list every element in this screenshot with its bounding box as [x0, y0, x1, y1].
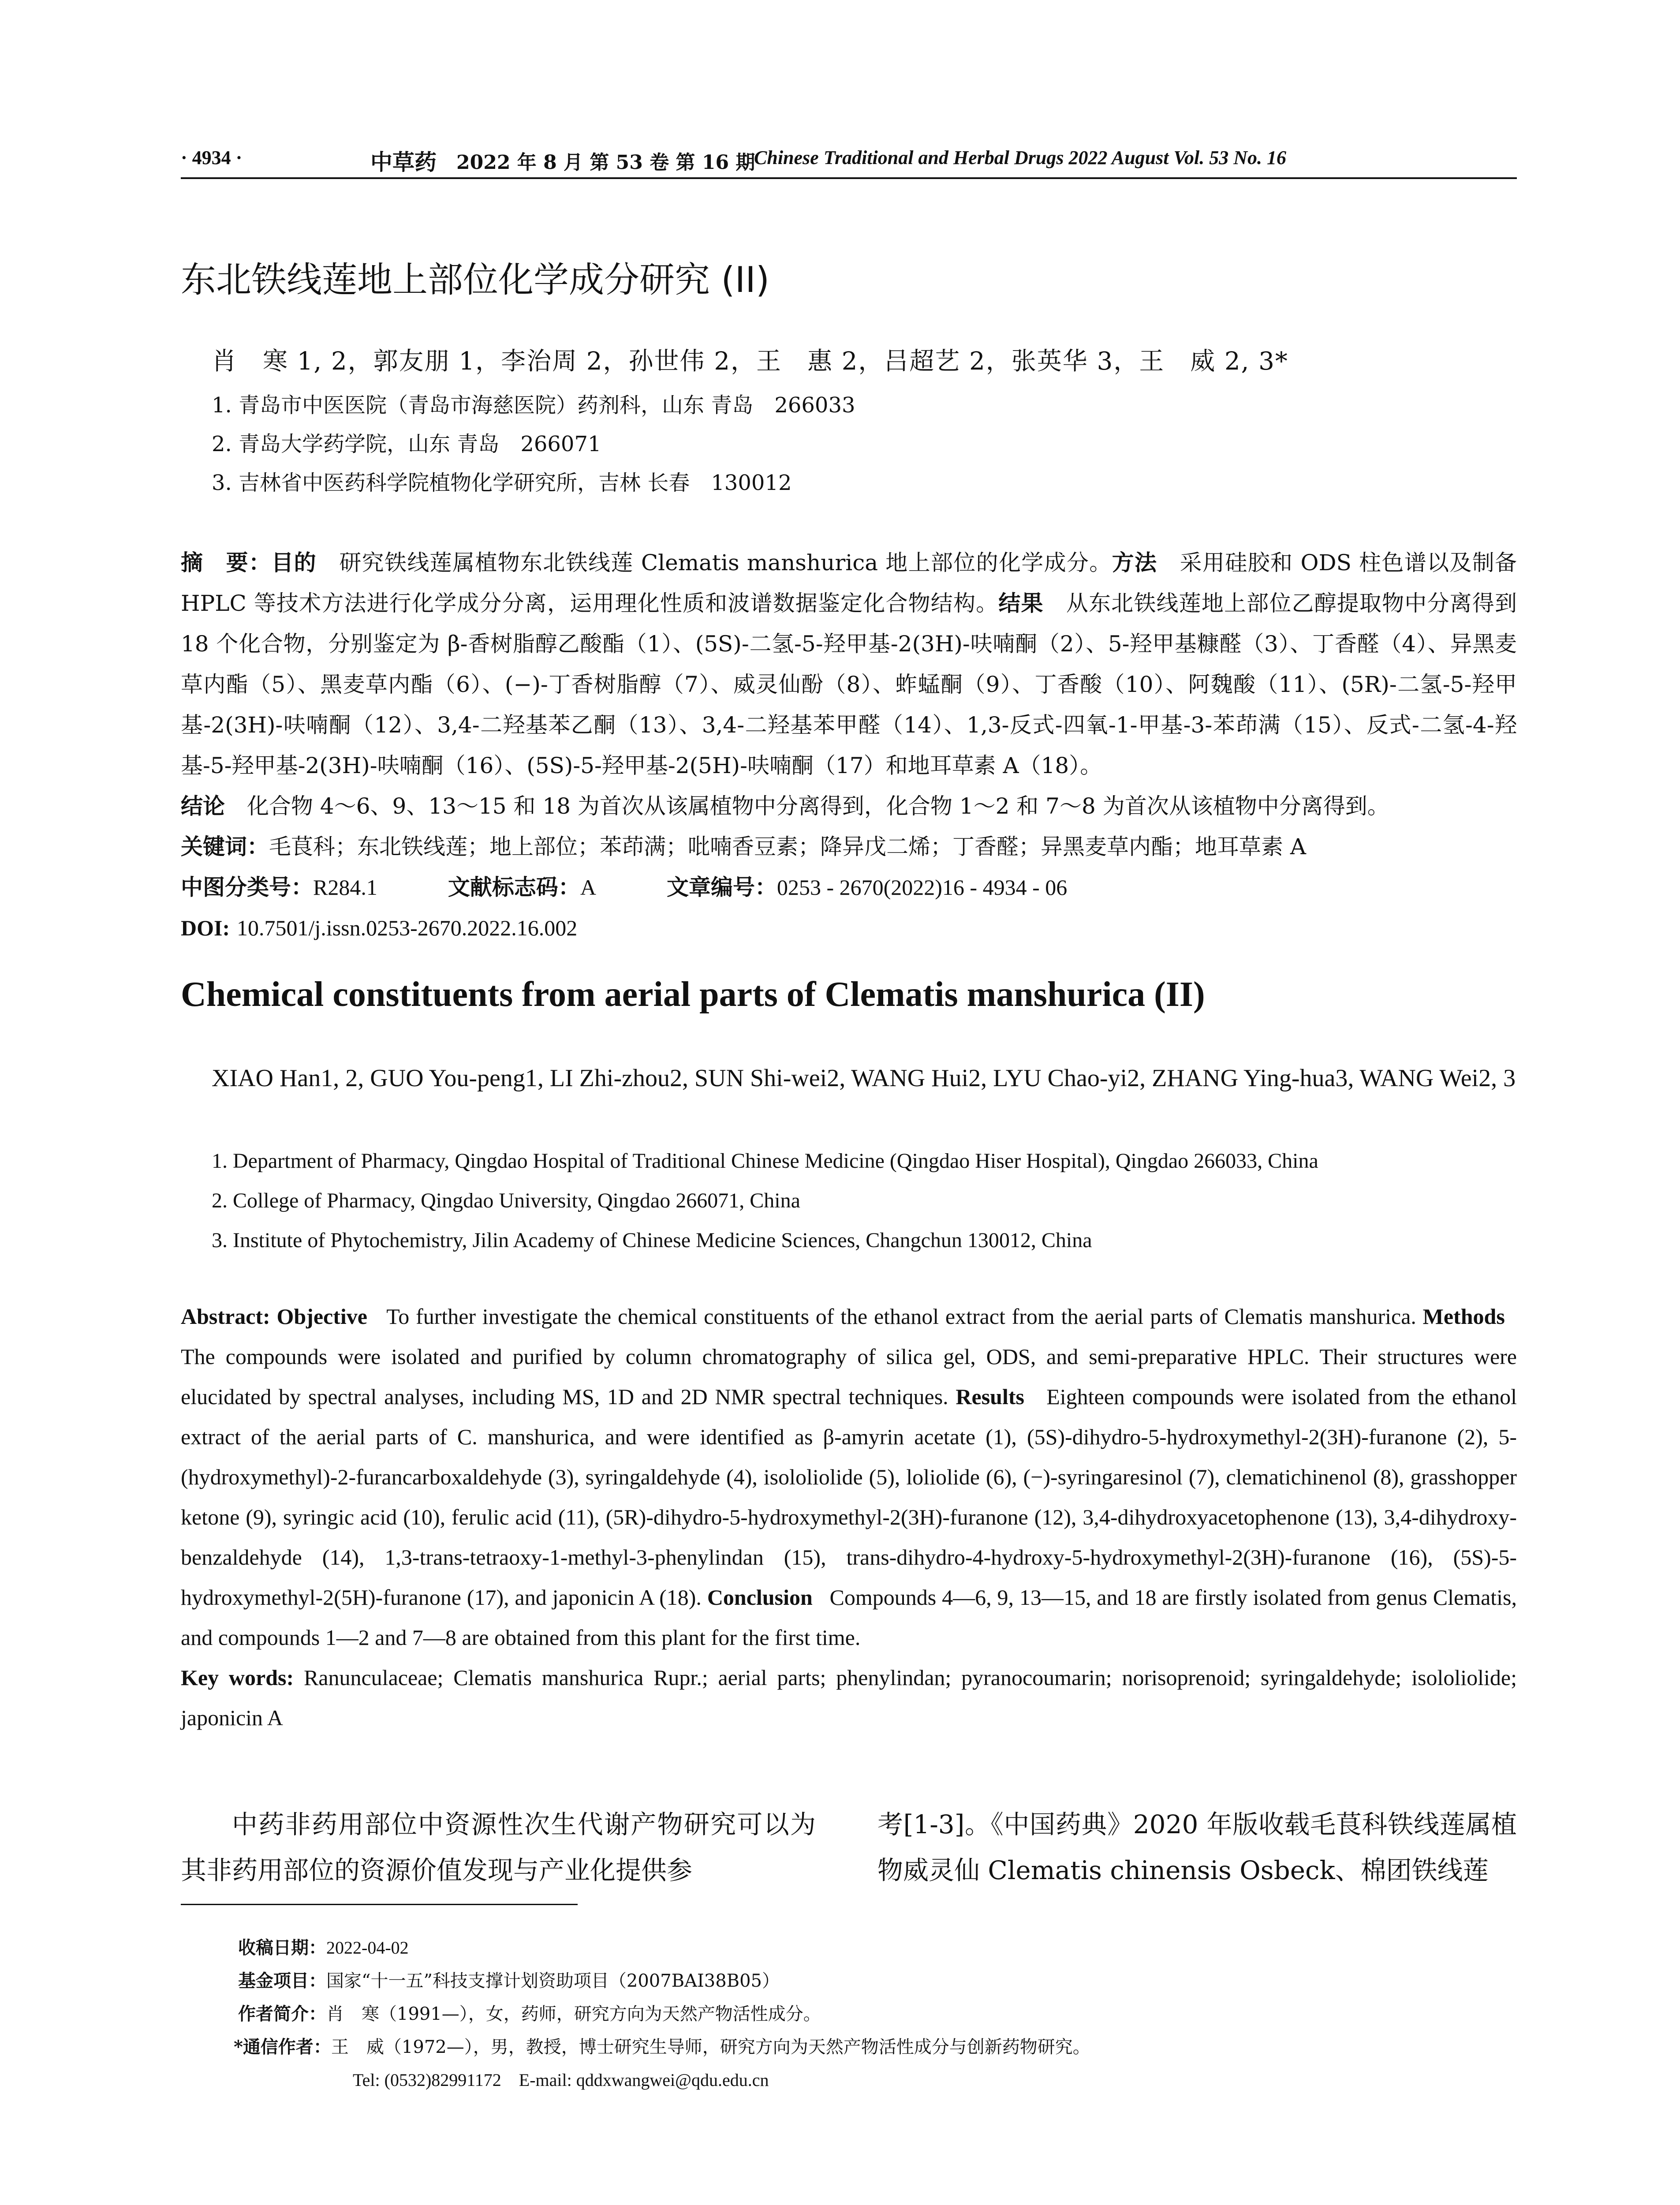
footnote-contact: Tel: (0532)82991172 E-mail: qddxwangwei@qdu.edu.cn [353, 2070, 769, 2090]
conclusion-cn: 化合物 4～6、9、13～15 和 18 为首次从该属植物中分离得到，化合物 1～2 和 7～8 为首次从该植物中分离得到。 [247, 793, 1389, 819]
results-en: Eighteen compounds were isolated from the ethanol extract of the aerial parts of C. manshurica, and were identified as β-amyrin acetate (1), (5S)-dihydro-5-hydroxymethyl-2(3H)-furanone (2), 5-(hydroxymethyl)-2-furancarboxaldehyde (3), syringaldehyde (4), isololiolide (5), loliolide (6), (−)-syringaresinol (7), clematichinenol (8), grasshopper ketone (9), syringic acid (10), ferulic acid (11), (5R)-dihydro-5-hydroxymethyl-2(3H)-furanone (12), 3,4-dihydroxyacetophenone (13), 3,4-dihydroxy-benzaldehyde (14), 1,3-trans-tetraoxy-1-methyl-3-phenylindan (15), trans-dihydro-4-hydroxy-5-hydroxymethyl-2(3H)-furanone (16), (5S)-5-hydroxymethyl-2(5H)-furanone (17), and japonicin A (18). [181, 1384, 1517, 1610]
footnote-funding [238, 1967, 780, 1992]
doi-label: DOI: [181, 916, 230, 940]
conclusion-en: Compounds 4—6, 9, 13—15, and 18 are firstly isolated from genus Clematis, and compounds 1—2 and 7—8 are obtained from this plant for the first time. [181, 1585, 1517, 1650]
objective-cn-label: 目的 [271, 550, 317, 576]
footnote-label: *通信作者： [234, 2037, 331, 2057]
doc-code-value: A [580, 875, 596, 900]
authors-en: XIAO Han1, 2, GUO You-peng1, LI Zhi-zhou2, SUN Shi-wei2, WANG Hui2, LYU Chao-yi2, ZHANG Ying-hua3, WANG Wei2, 3 [212, 1065, 1516, 1092]
journal-name-en: Chinese Traditional and Herbal Drugs 2022 August Vol. 53 No. 16 [754, 147, 1286, 168]
footnote-text: 国家“十一五”科技支撑计划资助项目（2007BAI38B05） [326, 1971, 780, 1991]
abstract-cn-label: 摘 要： [181, 550, 272, 576]
affiliation-en-1: 1. Department of Pharmacy, Qingdao Hospital of Traditional Chinese Medicine (Qingdao Hiser Hospital), Qingdao 266033, China [212, 1149, 1318, 1173]
footnote-author-bio [238, 2000, 821, 2025]
affiliation-en-3: 3. Institute of Phytochemistry, Jilin Academy of Chinese Medicine Sciences, Changchun 130012, China [212, 1229, 1092, 1252]
title-en: Chemical constituents from aerial parts of Clematis manshurica (II) [181, 975, 1205, 1014]
methods-cn-label: 方法 [1112, 550, 1157, 576]
methods-en-label: Methods [1422, 1304, 1505, 1329]
footnote-rule [181, 1904, 578, 1905]
keywords-cn-label: 关键词： [181, 834, 269, 860]
objective-en: To further investigate the chemical constituents of the ethanol extract from the aerial parts of Clematis manshurica. [386, 1304, 1416, 1329]
results-cn: 从东北铁线莲地上部位乙醇提取物中分离得到 18 个化合物，分别鉴定为 β-香树脂醇乙酸酯（1）、(5S)-二氢-5-羟甲基-2(3H)-呋喃酮（2）、5-羟甲基糠醛（3）、丁香醛（4）、异黑麦草内酯（5）、黑麦草内酯（6）、(−)-丁香树脂醇（7）、威灵仙酚（8）、蚱蜢酮（9）、丁香酸（10）、阿魏酸（11）、(5R)-二氢-5-羟甲基-2(3H)-呋喃酮（12）、3,4-二羟基苯乙酮（13）、3,4-二羟基苯甲醛（14）、1,3-反式-四氧-1-甲基-3-苯茚满（15）、反式-二氢-4-羟基-5-羟甲基-2(3H)-呋喃酮（16）、(5S)-5-羟甲基-2(5H)-呋喃酮（17）和地耳草素 A（18）。 [181, 590, 1517, 778]
authors-cn: 肖 寒 1, 2，郭友朋 1，李治周 2，孙世伟 2，王 惠 2，吕超艺 2，张英华 3，王 威 2, 3* [212, 347, 1288, 376]
keywords-en-label: Key words: [181, 1665, 294, 1690]
clc-value: R284.1 [313, 875, 377, 900]
affiliation-cn-1: 1. 青岛市中医医院（青岛市海慈医院）药剂科，山东 青岛 266033 [212, 393, 855, 418]
affiliation-en-2: 2. College of Pharmacy, Qingdao University, Qingdao 266071, China [212, 1189, 800, 1212]
body-column-right: 考[1-3]。《中国药典》2020 年版收载毛茛科铁线莲属植物威灵仙 Clematis chinensis Osbeck、棉团铁线莲 [877, 1809, 1517, 1885]
results-en-label: Results [956, 1384, 1024, 1409]
footnote-label: 收稿日期： [238, 1937, 326, 1958]
title-cn: 东北铁线莲地上部位化学成分研究 (II) [181, 259, 770, 300]
issue-cn: 2022 年 8 月 第 53 卷 第 16 期 [456, 151, 755, 174]
methods-cn: 采用硅胶和 ODS 柱色谱以及制备 HPLC 等技术方法进行化学成分分离，运用理化性质和波谱数据鉴定化合物结构。 [181, 550, 1517, 616]
page-number: · 4934 · [181, 147, 243, 168]
abstract-en [181, 1297, 1517, 1738]
footnote-text: 王 威（1972—），男，教授，博士研究生导师，研究方向为天然产物活性成分与创新药物研究。 [331, 2037, 1090, 2057]
article-no-label: 文章编号： [666, 875, 777, 900]
article-no-value: 0253 - 2670(2022)16 - 4934 - 06 [777, 875, 1068, 900]
body-column-left: 中药非药用部位中资源性次生代谢产物研究可以为其非药用部位的资源价值发现与产业化提供参 [181, 1809, 816, 1885]
objective-cn: 研究铁线莲属植物东北铁线莲 Clematis manshurica 地上部位的化学成分。 [339, 550, 1112, 576]
footnote-text: 肖 寒（1991—），女，药师，研究方向为天然产物活性成分。 [326, 2004, 821, 2024]
keywords-en: Ranunculaceae; Clematis manshurica Rupr.; aerial parts; phenylindan; pyranocoumarin; norisoprenoid; syringaldehyde; isololiolide; japonicin A [181, 1665, 1517, 1730]
footnote-text: 2022-04-02 [326, 1938, 409, 1958]
objective-en-label: Objective [276, 1304, 367, 1329]
footnote-received [238, 1934, 409, 1959]
footnote-label: 作者简介： [238, 2003, 326, 2024]
header-rule [181, 177, 1517, 179]
methods-en: The compounds were isolated and purified by column chromatography of silica gel, ODS, and semi-preparative HPLC. Their structures were elucidated by spectral analyses, including MS, 1D and 2D NMR spectral techniques. [181, 1344, 1517, 1409]
affiliation-cn-3: 3. 吉林省中医药科学院植物化学研究所，吉林 长春 130012 [212, 471, 792, 495]
doc-code-label: 文献标志码： [448, 875, 580, 900]
clc-label: 中图分类号： [181, 875, 313, 900]
doi-value: 10.7501/j.issn.0253-2670.2022.16.002 [237, 916, 578, 940]
conclusion-cn-label: 结论 [181, 793, 225, 819]
abstract-cn [181, 542, 1517, 948]
footnote-label: 基金项目： [238, 1970, 326, 1991]
abstract-en-label: Abstract: [181, 1304, 270, 1329]
affiliation-cn-2: 2. 青岛大学药学院，山东 青岛 266071 [212, 432, 601, 456]
journal-name-cn: 中草药 [370, 149, 437, 175]
conclusion-en-label: Conclusion [707, 1585, 813, 1610]
footnote-corresponding [234, 2033, 1090, 2058]
keywords-cn: 毛茛科；东北铁线莲；地上部位；苯茚满；吡喃香豆素；降异戊二烯；丁香醛；异黑麦草内酯；地耳草素 A [269, 834, 1306, 860]
results-cn-label: 结果 [998, 590, 1044, 616]
